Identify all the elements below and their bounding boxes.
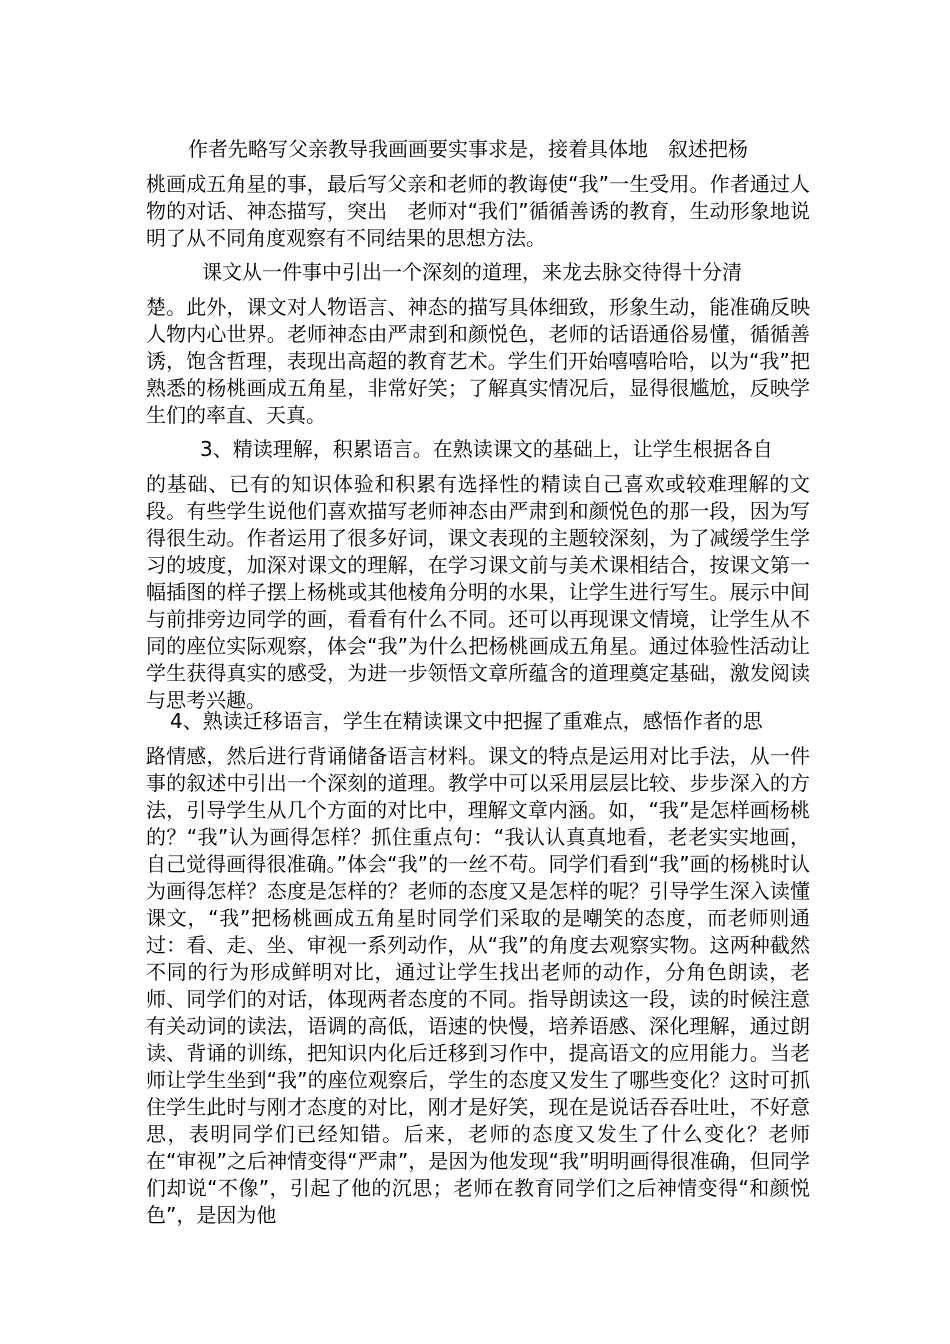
paragraph-3-body: 的基础、已有的知识体验和积累有选择性的精读自己喜欢或较难理解的文段。有些学生说他们喜欢描写老师神态由严肃到和颜悦色的那一段，因为写得很生动。作者运用了很多好词，课文表现的主题较深刻，为了减缓学生学习的坡度，加深对课文的理解，在学习课文前与美术课相结合，按课文第一幅插图的样子摆上杨桃或其他棱角分明的水果，让学生进行写生。展示中间与前排旁边同学的画，看看有什么不同。还可以再现课文情境，让学生从不同的座位实际观察，体会“我”为什么把杨桃画成五角星。通过体验性活动让学生获得真实的感受，为进一步领悟文章所蕴含的道理奠定基础，激发阅读与思考兴趣。	[146, 472, 810, 712]
paragraph-1-body: 桃画成五角星的事，最后写父亲和老师的教诲使“我”一生受用。作者通过人物的对话、神态描写，突出 老师对“我们”循循善诱的教育，生动形象地说明了从不同角度观察有不同结果的思想方法。	[146, 172, 810, 250]
paragraph-2	[146, 259, 810, 429]
paragraph-3	[146, 436, 810, 714]
paragraph-1-first-line: 作者先略写父亲教导我画画要实事求是，接着具体地 叙述把杨	[188, 137, 748, 161]
paragraph-4-first-line: 4、熟读迁移语言，学生在精读课文中把握了重难点，感悟作者的思	[170, 709, 763, 733]
paragraph-2-first-line: 课文从一件事中引出一个深刻的道理，来龙去脉交待得十分清	[202, 260, 742, 284]
paragraph-3-first-line: 3、精读理解，积累语言。在熟读课文的基础上，让学生根据各自	[200, 437, 773, 461]
paragraph-2-body: 楚。此外，课文对人物语言、神态的描写具体细致，形象生动，能准确反映人物内心世界。老师神态由严肃到和颜悦色，老师的话语通俗易懂，循循善诱，饱含哲理，表现出高超的教育艺术。学生们开始嘻嘻哈哈，以为“我”把熟悉的杨桃画成五角星，非常好笑；了解真实情况后，显得很尴尬，反映学生们的率直、天真。	[146, 295, 810, 427]
paragraph-1	[146, 136, 810, 252]
paragraph-4-body: 路情感，然后进行背诵储备语言材料。课文的特点是运用对比手法，从一件事的叙述中引出一个深刻的道理。教学中可以采用层层比较、步步深入的方法，引导学生从几个方面的对比中，理解文章内涵。如，“我”是怎样画杨桃的？“我”认为画得怎样？抓住重点句：“我认认真真地看，老老实实地画，自己觉得画得很准确。”体会“我”的一丝不苟。同学们看到“我”画的杨桃时认为画得怎样？态度是怎样的？老师的态度又是怎样的呢？引导学生深入读懂课文，“我”把杨桃画成五角星时同学们采取的是嘲笑的态度，而老师则通过：看、走、坐、审视一系列动作，从“我”的角度去观察实物。这两种截然不同的行为形成鲜明对比，通过让学生找出老师的动作，分角色朗读，老师、同学们的对话，体现两者态度的不同。指导朗读这一段，读的时候注意有关动词的读法，语调的高低，语速的快慢，培养语感、深化理解，通过朗读、背诵的训练，把知识内化后迁移到习作中，提高语文的应用能力。当老师让学生坐到“我”的座位观察后，学生的态度又发生了哪些变化？这时可抓住学生此时与刚才态度的对比，刚才是好笑，现在是说话吞吞吐吐，不好意思，表明同学们已经知错。后来，老师的态度又发生了什么变化？老师在“审视”之后神情变得“严肃”，是因为他发现“我”明明画得很准确，但同学们却说“不像”，引起了他的沉思；老师在教育同学们之后神情变得“和颜悦色”，是因为他	[146, 744, 810, 1227]
paragraph-4	[146, 708, 810, 1229]
